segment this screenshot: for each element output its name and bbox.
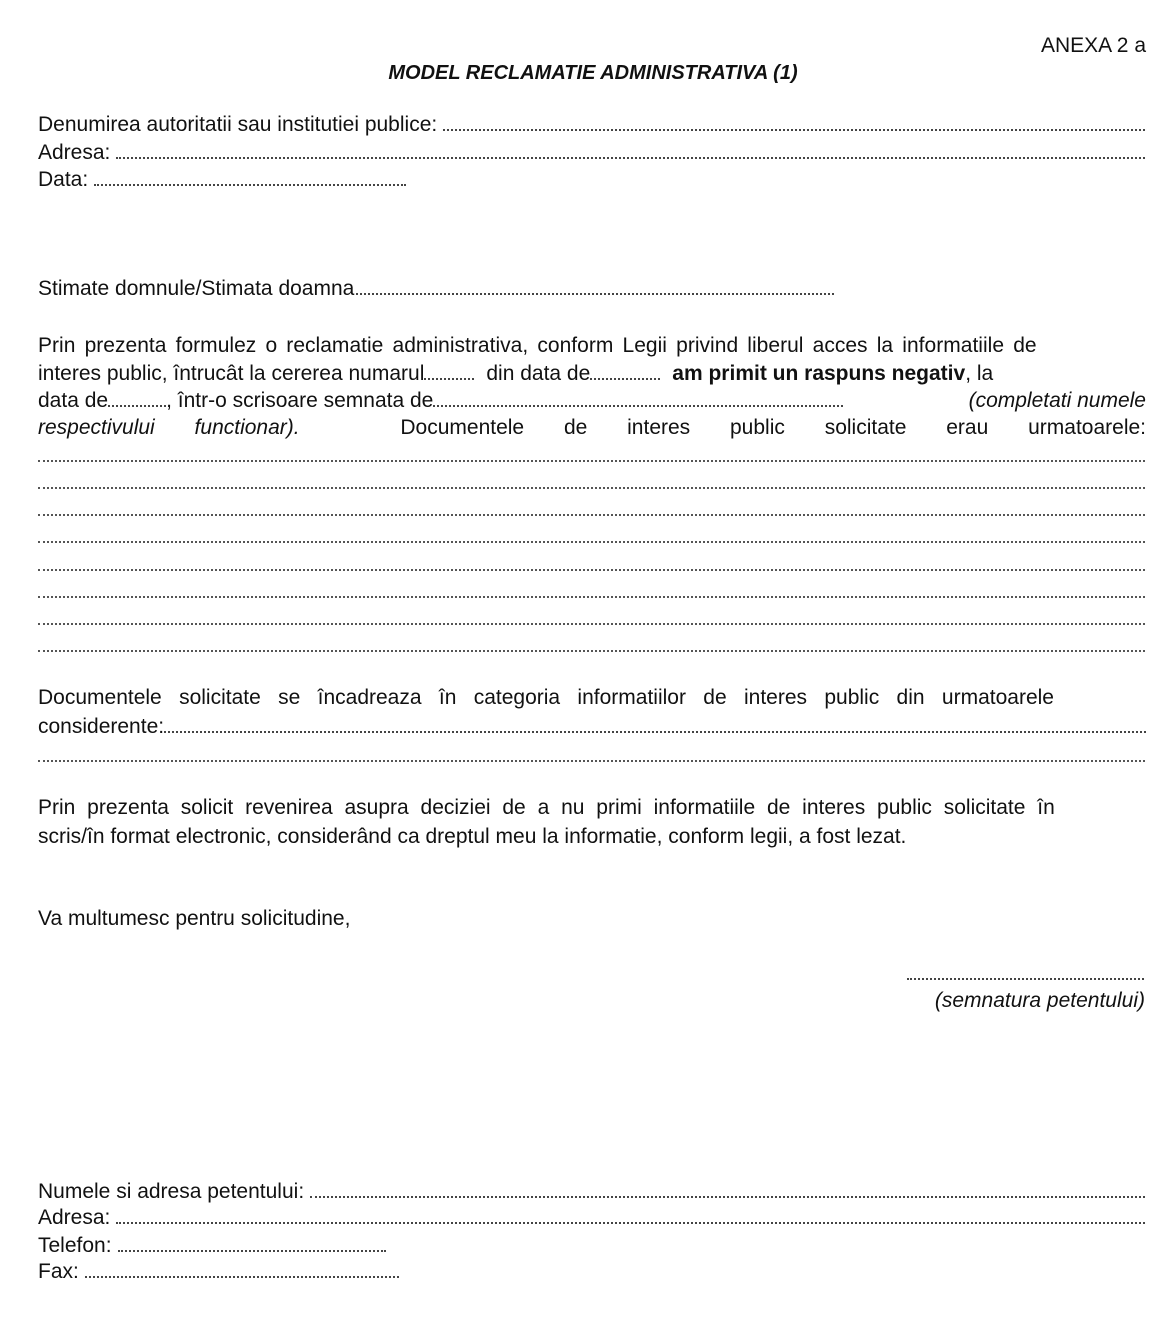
para1-line3 xyxy=(38,389,1146,416)
petitioner-fax-label: Fax: xyxy=(38,1260,79,1283)
para3-line2: scris/în format electronic, considerând ca dreptul meu la informatie, conform legii, a fost lezat. xyxy=(38,825,907,848)
considerations-label: considerente: xyxy=(38,715,165,738)
fill-name-hint-cont: respectivului functionar). xyxy=(38,416,300,439)
documents-line-4[interactable] xyxy=(38,541,1145,543)
request-paragraph xyxy=(38,796,1146,852)
petitioner-name-blank[interactable] xyxy=(310,1180,1145,1198)
answer-date-blank[interactable] xyxy=(108,391,166,407)
authority-name-blank[interactable] xyxy=(443,113,1145,131)
petitioner-address-field[interactable] xyxy=(38,1206,1145,1233)
para1-line2 xyxy=(38,362,1146,389)
documents-line-1[interactable] xyxy=(38,460,1145,462)
annex-label: ANEXA 2 a xyxy=(1040,34,1146,57)
para1-line3-text-b: , într-o scrisoare semnata de xyxy=(166,389,434,412)
signer-name-blank[interactable] xyxy=(433,391,843,407)
documents-line-2[interactable] xyxy=(38,487,1145,489)
salutation-line xyxy=(38,277,834,304)
closing-text: Va multumesc pentru solicitudine, xyxy=(38,907,351,930)
petitioner-fax-field[interactable] xyxy=(38,1260,399,1287)
para1-line2-text-b: din data de xyxy=(486,362,591,385)
petitioner-name-field[interactable] xyxy=(38,1180,1145,1207)
authority-name-label: Denumirea autoritatii sau institutiei publice: xyxy=(38,113,438,136)
considerations-line-2[interactable] xyxy=(38,760,1145,762)
authority-address-blank[interactable] xyxy=(116,141,1145,159)
salutation-text: Stimate domnule/Stimata doamna xyxy=(38,277,355,300)
petitioner-phone-blank[interactable] xyxy=(118,1234,386,1252)
para1-line1 xyxy=(38,334,1146,362)
para1-line4 xyxy=(38,416,1146,443)
petitioner-fax-blank[interactable] xyxy=(85,1260,399,1278)
date-field[interactable] xyxy=(38,168,406,195)
para2-line1: Documentele solicitate se încadreaza în categoria informatiilor de interes public din urmatoarele xyxy=(38,686,1054,709)
para1-line2-text-c: , la xyxy=(965,362,994,385)
authority-name-field[interactable] xyxy=(38,113,1145,140)
request-date-blank[interactable] xyxy=(590,364,660,380)
document-title: MODEL RECLAMATIE ADMINISTRATIVA (1) xyxy=(388,62,798,84)
documents-line-3[interactable] xyxy=(38,514,1145,516)
signature-blank[interactable] xyxy=(907,964,1144,980)
petitioner-phone-field[interactable] xyxy=(38,1234,386,1261)
considerations-blank[interactable] xyxy=(164,717,1146,733)
authority-address-label: Adresa: xyxy=(38,141,111,164)
documents-line-5[interactable] xyxy=(38,569,1145,571)
date-blank[interactable] xyxy=(94,168,406,186)
complaint-paragraph xyxy=(38,334,1146,443)
para2-line2 xyxy=(38,715,1146,742)
petitioner-phone-label: Telefon: xyxy=(38,1234,112,1257)
salutation-blank[interactable] xyxy=(356,277,834,295)
para3-line1: Prin prezenta solicit revenirea asupra deciziei de a nu primi informatiile de interes public solicitate în xyxy=(38,796,1055,819)
para1-line1-text: Prin prezenta formulez o reclamatie administrativa, conform Legii privind liberul acces la informatiile de xyxy=(38,334,1037,357)
petitioner-address-blank[interactable] xyxy=(116,1206,1145,1224)
para1-line2-text-a: interes public, întrucât la cererea numarul xyxy=(38,362,425,385)
date-label: Data: xyxy=(38,168,89,191)
authority-address-field[interactable] xyxy=(38,141,1145,168)
petitioner-name-label: Numele si adresa petentului: xyxy=(38,1180,305,1203)
para1-line3-text-a: data de xyxy=(38,389,109,412)
documents-line-8[interactable] xyxy=(38,650,1145,652)
request-number-blank[interactable] xyxy=(424,364,474,380)
signature-label: (semnatura petentului) xyxy=(934,989,1145,1012)
petitioner-address-label: Adresa: xyxy=(38,1206,111,1229)
requested-documents-intro: Documentele de interes public solicitate erau urmatoarele: xyxy=(400,416,1146,439)
negative-answer-text: am primit un raspuns negativ xyxy=(672,362,966,385)
documents-line-6[interactable] xyxy=(38,596,1145,598)
documents-line-7[interactable] xyxy=(38,623,1145,625)
considerations-paragraph xyxy=(38,686,1146,742)
fill-name-hint: (completati numele xyxy=(968,389,1146,412)
